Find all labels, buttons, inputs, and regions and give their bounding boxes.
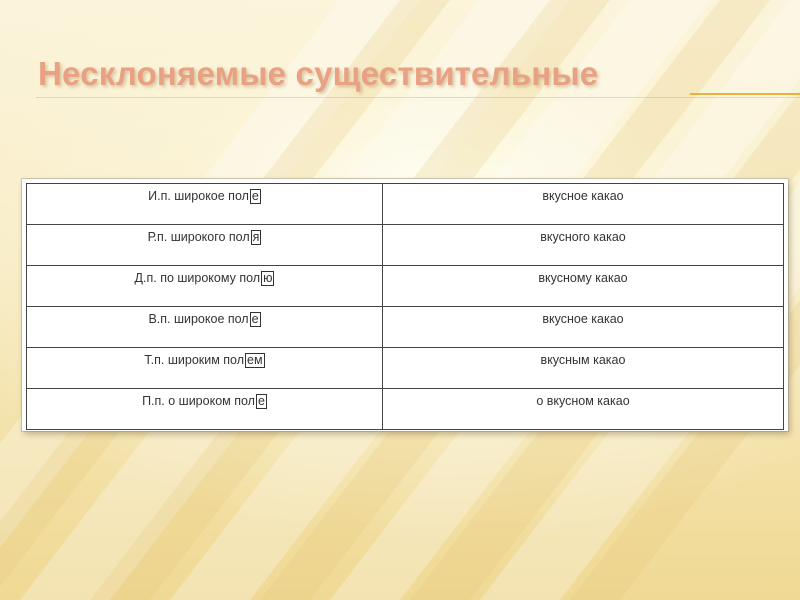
case-phrase-stem: Т.п. широким пол <box>144 353 245 367</box>
declension-table <box>26 183 784 430</box>
indeclinable-phrase-cell <box>383 307 784 348</box>
noun-phrase-cell <box>27 389 383 430</box>
indeclinable-phrase: вкусному какао <box>538 271 628 285</box>
indeclinable-phrase: вкусным какао <box>540 353 626 367</box>
indeclinable-phrase-cell <box>383 389 784 430</box>
table-row <box>27 389 784 430</box>
slide-title: Несклоняемые существительные <box>38 55 599 92</box>
ending-box: е <box>251 312 259 326</box>
case-phrase-stem: И.п. широкое пол <box>148 189 249 203</box>
case-phrase-stem: Р.п. широкого пол <box>147 230 250 244</box>
title-underline <box>36 97 800 98</box>
indeclinable-phrase-cell <box>383 266 784 307</box>
ending-box: е <box>257 394 265 408</box>
table-row <box>27 184 784 225</box>
table-row <box>27 307 784 348</box>
title-accent-rule <box>690 93 800 95</box>
noun-phrase-cell <box>27 184 383 225</box>
indeclinable-phrase: вкусное какао <box>542 312 624 326</box>
noun-phrase-cell <box>27 307 383 348</box>
indeclinable-phrase: о вкусном какао <box>536 394 630 408</box>
ending-box: я <box>252 230 260 244</box>
ending-box: ю <box>263 271 273 285</box>
case-phrase-stem: Д.п. по широкому пол <box>134 271 261 285</box>
case-phrase-stem: П.п. о широком пол <box>142 394 255 408</box>
declension-table-frame <box>22 179 788 431</box>
ending-box: ем <box>247 353 263 367</box>
indeclinable-phrase-cell <box>383 348 784 389</box>
indeclinable-phrase-cell <box>383 184 784 225</box>
noun-phrase-cell <box>27 348 383 389</box>
case-phrase-stem: В.п. широкое пол <box>148 312 249 326</box>
indeclinable-phrase: вкусного какао <box>540 230 626 244</box>
table-row <box>27 225 784 266</box>
noun-phrase-cell <box>27 266 383 307</box>
noun-phrase-cell <box>27 225 383 266</box>
indeclinable-phrase-cell <box>383 225 784 266</box>
table-row <box>27 266 784 307</box>
ending-box: е <box>251 189 259 203</box>
table-row <box>27 348 784 389</box>
indeclinable-phrase: вкусное какао <box>542 189 624 203</box>
